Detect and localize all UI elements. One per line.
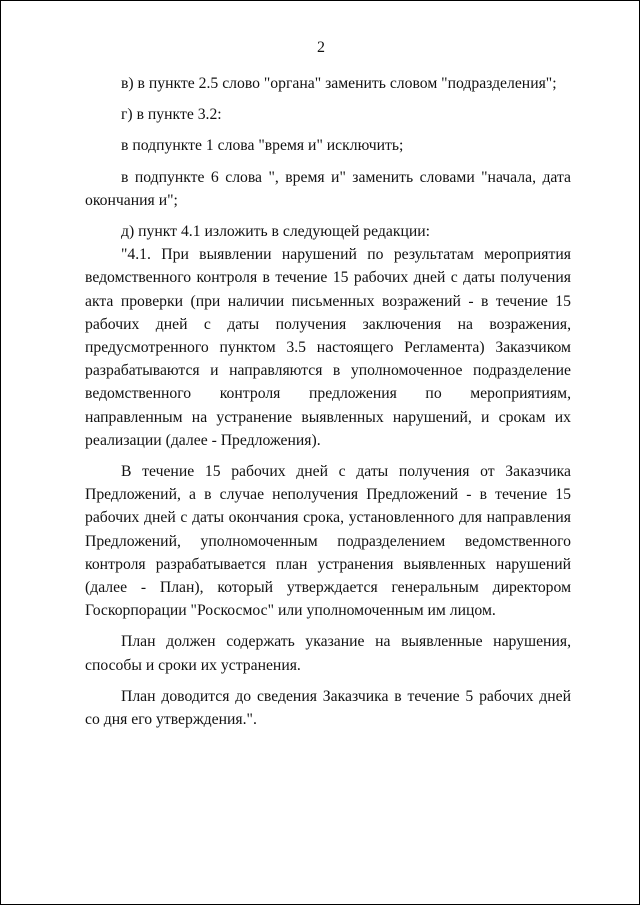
paragraph-plan-delivery: План доводится до сведения Заказчика в течение 5 рабочих дней со дня его утверждения.". [85, 687, 571, 729]
paragraph-subpoint-1: в подпункте 1 слова "время и" исключить; [121, 137, 404, 155]
document-body [85, 72, 571, 731]
paragraph-amendment-v: в) в пункте 2.5 слово "органа" заменить словом "подразделения"; [121, 75, 557, 92]
paragraph-clause-4-1: "4.1. При выявлении нарушений по результатам мероприятия ведомственного контроля в течение 15 рабочих дней с даты получения акта проверки (при наличии письменных возражений - в течение 15 рабочих дней с даты получения заключения на возражения, предусмотренного пунктом 3.5 настоящего Регламента) Заказчиком разрабатываются и направляются в уполномоченное подразделение ведомственного контроля предложения по мероприятиям, направленным на устранение выявленных нарушений, и срокам их реализации (далее - Предложения). [85, 246, 571, 449]
paragraph-subpoint-6: в подпункте 6 слова ", время и" заменить словами "начала, дата окончания и"; [85, 168, 571, 209]
paragraph-amendment-g: г) в пункте 3.2: [121, 106, 222, 124]
paragraph-amendment-d: д) пункт 4.1 изложить в следующей редакции: [121, 223, 431, 241]
paragraph-plan-development: В течение 15 рабочих дней с даты получения от Заказчика Предложений, а в случае неполучения Предложений - в течение 15 рабочих дней с даты окончания срока, установленного для направления Предложений, уполномоченным подразделением ведомственного контроля разрабатывается план устранения выявленных нарушений (далее - План), который утверждается генеральным директором Госкорпорации "Роскосмос" или уполномоченным им лицом. [85, 463, 571, 620]
paragraph-plan-content: План должен содержать указание на выявленные нарушения, способы и сроки их устранения. [85, 633, 571, 674]
page-number: 2 [317, 39, 325, 56]
